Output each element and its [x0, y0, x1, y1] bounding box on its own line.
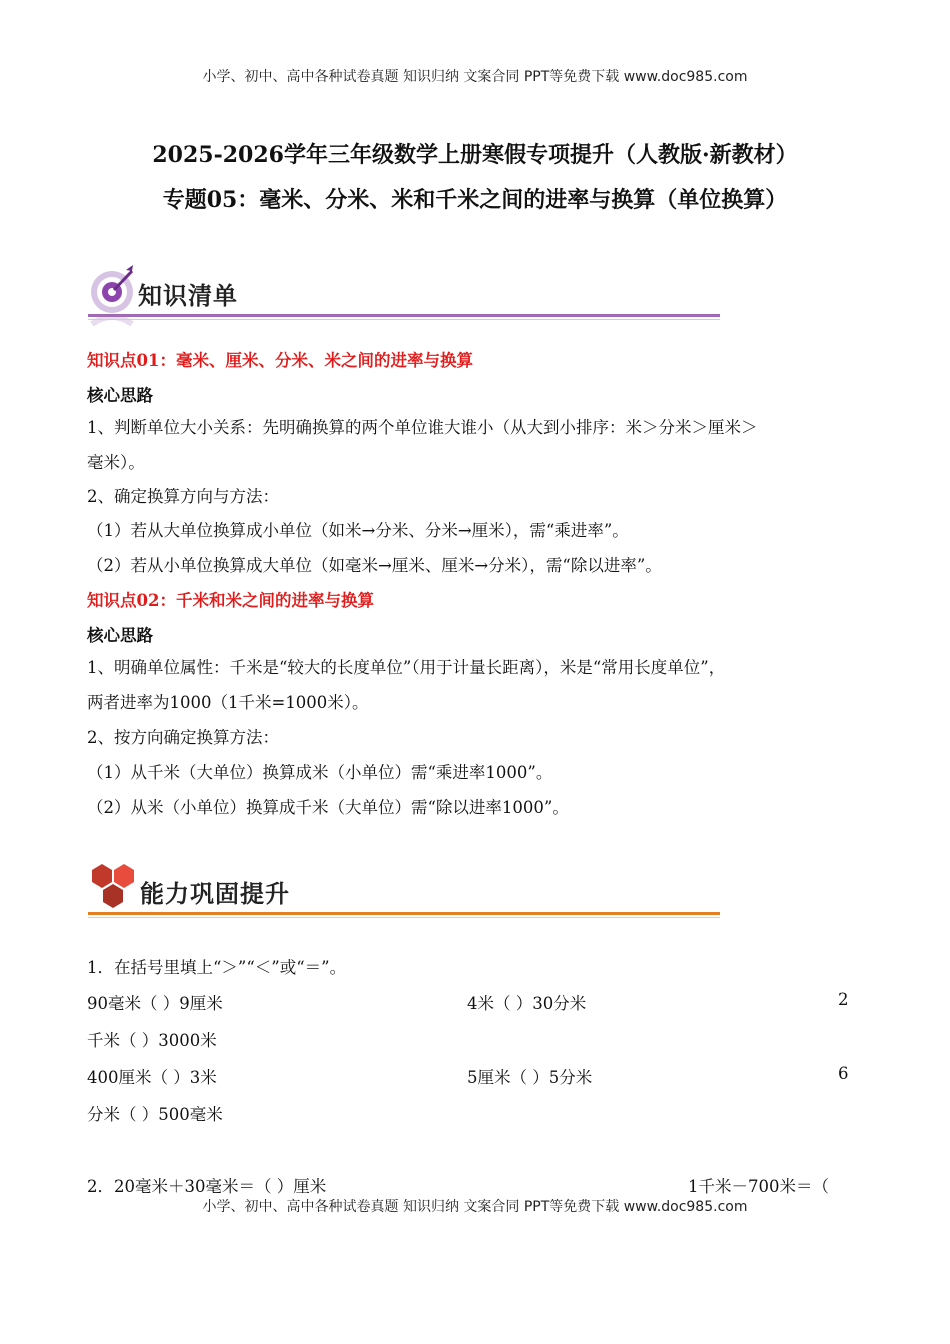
kp2-line3: （1）从千米（大单位）换算成米（小单位）需“乘进率1000”。 [87, 763, 553, 782]
kp1-line2: 2、确定换算方向与方法： [87, 487, 279, 506]
kp2-title: 知识点02：千米和米之间的进率与换算 [87, 591, 374, 610]
q1-row4: 分米（ ）500毫米 [87, 1105, 223, 1124]
q1-row3-a: 400厘米（ ）3米 [87, 1068, 217, 1087]
q1-row1-b: 4米（ ）30分米 [467, 994, 587, 1013]
section-ability-banner [88, 858, 728, 928]
doc-title-line2: 专题05：毫米、分米、米和千米之间的进率与换算（单位换算） [162, 187, 788, 213]
q2-part-a: 2．20毫米＋30毫米＝（ ）厘米 [87, 1177, 327, 1196]
doc-title-line1: 2025-2026学年三年级数学上册寒假专项提升（人教版·新教材） [152, 142, 798, 168]
q1-row2: 千米（ ）3000米 [87, 1031, 217, 1050]
kp1-line3: （1）若从大单位换算成小单位（如米→分米、分米→厘米），需“乘进率”。 [87, 521, 629, 540]
kp1-title: 知识点01：毫米、厘米、分米、米之间的进率与换算 [87, 351, 473, 370]
kp1-line4: （2）若从小单位换算成大单位（如毫米→厘米、厘米→分米），需“除以进率”。 [87, 556, 662, 575]
q1-row3-c: 6 [838, 1064, 849, 1083]
kp2-line1a: 1、明确单位属性：千米是“较大的长度单位”（用于计量长距离），米是“常用长度单位”， [87, 658, 726, 677]
page-footer: 小学、初中、高中各种试卷真题 知识归纳 文案合同 PPT等免费下载 www.doc985.com [202, 1199, 748, 1215]
section-ability-title: 能力巩固提升 [140, 880, 290, 908]
section-knowledge-title: 知识清单 [138, 282, 238, 310]
kp2-line4: （2）从米（小单位）换算成千米（大单位）需“除以进率1000”。 [87, 798, 569, 817]
q1-row1-a: 90毫米（ ）9厘米 [87, 994, 223, 1013]
q1-row3-b: 5厘米（ ）5分米 [467, 1068, 593, 1087]
kp1-line1a: 1、判断单位大小关系：先明确换算的两个单位谁大谁小（从大到小排序：米＞分米＞厘米＞ [87, 418, 758, 437]
kp1-line1b: 毫米）。 [87, 453, 145, 472]
kp1-core-label: 核心思路 [87, 386, 153, 405]
q2-part-b: 1千米－700米＝（ [688, 1177, 829, 1196]
q1-stem: 1．在括号里填上“＞”“＜”或“＝”。 [87, 958, 347, 977]
q1-row1-c: 2 [838, 990, 849, 1009]
kp2-core-label: 核心思路 [87, 626, 153, 645]
page-header: 小学、初中、高中各种试卷真题 知识归纳 文案合同 PPT等免费下载 www.doc985.com [202, 69, 748, 85]
kp2-line2: 2、按方向确定换算方法： [87, 728, 279, 747]
kp2-line1b: 两者进率为1000（1千米=1000米）。 [87, 693, 369, 712]
section-knowledge-banner [88, 262, 728, 336]
